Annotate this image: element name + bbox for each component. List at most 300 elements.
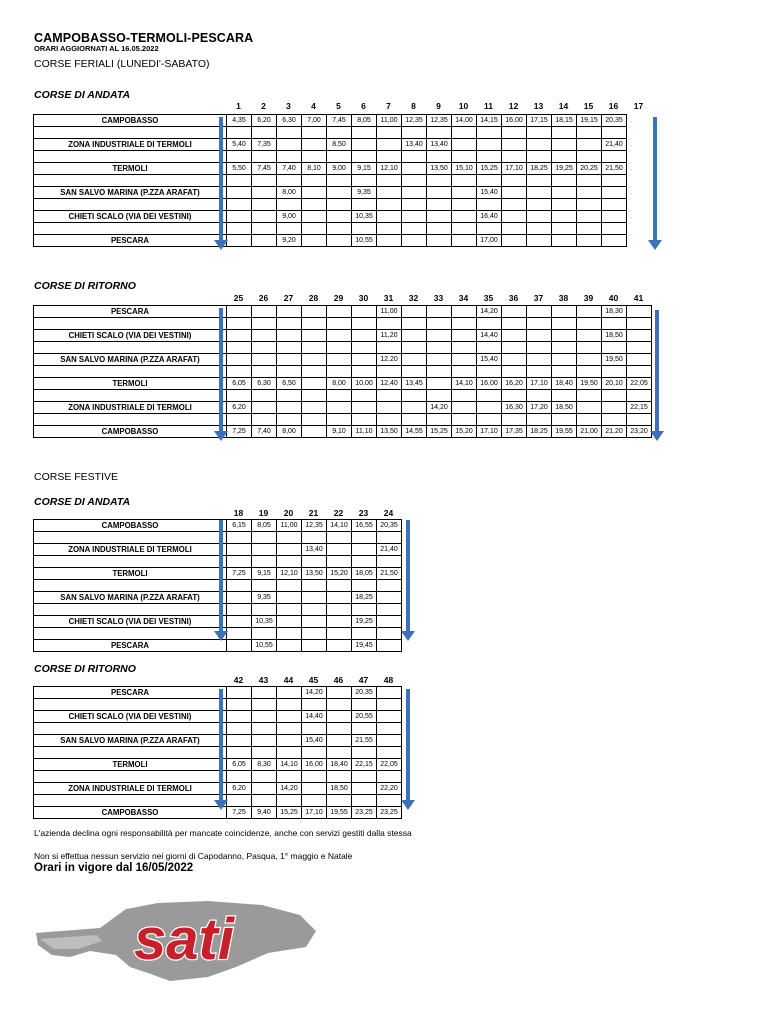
empty-cell	[402, 390, 427, 402]
empty-cell	[34, 414, 227, 426]
empty-cell	[252, 223, 277, 235]
empty-cell	[302, 556, 327, 568]
column-number: 4	[311, 101, 316, 111]
empty-cell	[452, 342, 477, 354]
time-cell	[277, 354, 302, 366]
column-number: 44	[283, 675, 294, 685]
empty-cell	[377, 723, 402, 735]
table-row	[34, 735, 402, 747]
time-cell	[277, 616, 302, 628]
time-cell	[252, 544, 277, 556]
time-cell: 18,50	[327, 783, 352, 795]
column-number: 20	[283, 508, 294, 518]
empty-cell	[252, 390, 277, 402]
empty-cell	[277, 366, 302, 378]
empty-cell	[502, 342, 527, 354]
spacer-row	[34, 747, 402, 759]
time-cell: 8,00	[277, 187, 302, 199]
empty-cell	[302, 771, 327, 783]
empty-cell	[34, 747, 227, 759]
arrow-down-icon	[219, 117, 223, 241]
empty-cell	[477, 151, 502, 163]
column-number: 12	[508, 101, 519, 111]
time-cell	[452, 402, 477, 414]
table-row	[34, 568, 402, 580]
column-number: 8	[411, 101, 416, 111]
time-cell: 16,00	[477, 378, 502, 390]
stop-name: CAMPOBASSO	[34, 115, 227, 127]
empty-cell	[352, 556, 377, 568]
empty-cell	[377, 795, 402, 807]
table-row	[34, 616, 402, 628]
empty-cell	[577, 151, 602, 163]
empty-cell	[34, 699, 227, 711]
column-number: 28	[308, 293, 319, 303]
time-cell	[227, 592, 252, 604]
empty-cell	[377, 366, 402, 378]
empty-cell	[477, 223, 502, 235]
empty-cell	[327, 318, 352, 330]
time-cell	[427, 354, 452, 366]
time-cell	[552, 306, 577, 318]
empty-cell	[552, 175, 577, 187]
time-cell: 15,25	[277, 807, 302, 819]
time-cell	[577, 354, 602, 366]
empty-cell	[477, 366, 502, 378]
time-cell: 13,40	[302, 544, 327, 556]
empty-cell	[302, 628, 327, 640]
time-cell	[252, 687, 277, 699]
time-cell: 6,05	[227, 759, 252, 771]
empty-cell	[227, 342, 252, 354]
stop-name: ZONA INDUSTRIALE DI TERMOLI	[34, 783, 227, 795]
feriali-ritorno-table	[33, 305, 652, 438]
time-cell: 7,00	[302, 115, 327, 127]
spacer-row	[34, 366, 652, 378]
time-cell	[527, 187, 552, 199]
time-cell	[402, 306, 427, 318]
column-number: 6	[361, 101, 366, 111]
time-cell: 7,45	[327, 115, 352, 127]
empty-cell	[427, 199, 452, 211]
time-cell: 11,00	[377, 115, 402, 127]
time-cell	[427, 330, 452, 342]
time-cell	[377, 687, 402, 699]
time-cell: 23,25	[352, 807, 377, 819]
time-cell	[402, 354, 427, 366]
empty-cell	[427, 175, 452, 187]
empty-cell	[377, 771, 402, 783]
time-cell: 10,00	[352, 378, 377, 390]
empty-cell	[377, 556, 402, 568]
spacer-row	[34, 127, 627, 139]
empty-cell	[352, 580, 377, 592]
empty-cell	[427, 127, 452, 139]
time-cell	[602, 211, 627, 223]
time-cell: 22,15	[627, 402, 652, 414]
empty-cell	[302, 223, 327, 235]
time-cell: 14,00	[452, 115, 477, 127]
empty-cell	[252, 771, 277, 783]
time-cell	[402, 211, 427, 223]
stop-name: TERMOLI	[34, 568, 227, 580]
time-cell	[327, 330, 352, 342]
spacer-row	[34, 318, 652, 330]
time-cell	[577, 306, 602, 318]
time-cell	[427, 306, 452, 318]
table-row	[34, 115, 627, 127]
empty-cell	[252, 628, 277, 640]
spacer-row	[34, 723, 402, 735]
time-cell	[352, 139, 377, 151]
empty-cell	[227, 414, 252, 426]
empty-cell	[352, 199, 377, 211]
time-cell: 9,15	[352, 163, 377, 175]
time-cell	[227, 544, 252, 556]
time-cell	[502, 139, 527, 151]
empty-cell	[302, 175, 327, 187]
time-cell	[302, 402, 327, 414]
time-cell: 21,40	[602, 139, 627, 151]
empty-cell	[552, 223, 577, 235]
empty-cell	[252, 366, 277, 378]
time-cell	[427, 211, 452, 223]
table-row	[34, 235, 627, 247]
stop-name: ZONA INDUSTRIALE DI TERMOLI	[34, 544, 227, 556]
column-number: 35	[483, 293, 494, 303]
empty-cell	[527, 223, 552, 235]
table-row	[34, 211, 627, 223]
stop-name: PESCARA	[34, 306, 227, 318]
empty-cell	[377, 628, 402, 640]
time-cell	[502, 354, 527, 366]
arrow-down-icon	[219, 520, 223, 632]
empty-cell	[352, 127, 377, 139]
time-cell: 17,10	[502, 163, 527, 175]
time-cell	[577, 139, 602, 151]
empty-cell	[577, 342, 602, 354]
empty-cell	[502, 390, 527, 402]
time-cell	[552, 235, 577, 247]
festive-andata-heading: CORSE DI ANDATA	[34, 496, 131, 508]
table-row	[34, 426, 652, 438]
empty-cell	[34, 127, 227, 139]
empty-cell	[352, 151, 377, 163]
time-cell: 8,10	[302, 163, 327, 175]
time-cell: 6,20	[227, 402, 252, 414]
empty-cell	[302, 199, 327, 211]
empty-cell	[252, 151, 277, 163]
column-number: 47	[358, 675, 369, 685]
empty-cell	[452, 127, 477, 139]
time-cell: 14,15	[477, 115, 502, 127]
empty-cell	[377, 747, 402, 759]
time-cell: 11,00	[377, 306, 402, 318]
empty-cell	[452, 151, 477, 163]
empty-cell	[34, 532, 227, 544]
time-cell: 10,35	[252, 616, 277, 628]
empty-cell	[402, 151, 427, 163]
time-cell: 11,00	[277, 520, 302, 532]
stop-name: ZONA INDUSTRIALE DI TERMOLI	[34, 402, 227, 414]
empty-cell	[277, 580, 302, 592]
time-cell	[302, 211, 327, 223]
stop-name: PESCARA	[34, 640, 227, 652]
empty-cell	[527, 390, 552, 402]
time-cell: 20,55	[352, 711, 377, 723]
column-number: 16	[608, 101, 619, 111]
table-row	[34, 759, 402, 771]
time-cell: 20,35	[602, 115, 627, 127]
empty-cell	[34, 199, 227, 211]
spacer-row	[34, 771, 402, 783]
column-number: 5	[336, 101, 341, 111]
empty-cell	[352, 771, 377, 783]
time-cell	[327, 735, 352, 747]
empty-cell	[277, 699, 302, 711]
column-number: 46	[333, 675, 344, 685]
stop-name: PESCARA	[34, 235, 227, 247]
time-cell: 10,55	[352, 235, 377, 247]
time-cell: 18,30	[602, 306, 627, 318]
empty-cell	[302, 795, 327, 807]
time-cell: 13,45	[402, 378, 427, 390]
empty-cell	[277, 318, 302, 330]
empty-cell	[552, 366, 577, 378]
empty-cell	[252, 747, 277, 759]
time-cell: 17,15	[527, 115, 552, 127]
empty-cell	[34, 723, 227, 735]
spacer-row	[34, 604, 402, 616]
empty-cell	[577, 390, 602, 402]
time-cell	[227, 711, 252, 723]
time-cell	[277, 139, 302, 151]
empty-cell	[34, 771, 227, 783]
empty-cell	[327, 199, 352, 211]
empty-cell	[252, 414, 277, 426]
empty-cell	[252, 175, 277, 187]
time-cell: 16,30	[502, 402, 527, 414]
column-number: 45	[308, 675, 319, 685]
column-number: 43	[258, 675, 269, 685]
empty-cell	[577, 223, 602, 235]
empty-cell	[477, 318, 502, 330]
empty-cell	[377, 342, 402, 354]
time-cell	[352, 544, 377, 556]
time-cell: 8,00	[277, 426, 302, 438]
empty-cell	[327, 175, 352, 187]
time-cell: 17,10	[527, 378, 552, 390]
time-cell: 19,25	[352, 616, 377, 628]
empty-cell	[377, 604, 402, 616]
column-number: 29	[333, 293, 344, 303]
empty-cell	[352, 532, 377, 544]
time-cell	[402, 235, 427, 247]
time-cell	[627, 354, 652, 366]
empty-cell	[552, 342, 577, 354]
time-cell	[452, 235, 477, 247]
empty-cell	[477, 342, 502, 354]
empty-cell	[527, 342, 552, 354]
column-number: 25	[233, 293, 244, 303]
time-cell: 16,40	[477, 211, 502, 223]
table-row	[34, 306, 652, 318]
time-cell: 14,55	[402, 426, 427, 438]
arrow-down-icon	[655, 310, 659, 432]
empty-cell	[352, 604, 377, 616]
time-cell: 14,10	[327, 520, 352, 532]
time-cell: 19,50	[602, 354, 627, 366]
time-cell	[252, 402, 277, 414]
stop-name: CHIETI SCALO (VIA DEI VESTINI)	[34, 711, 227, 723]
empty-cell	[252, 127, 277, 139]
empty-cell	[452, 366, 477, 378]
empty-cell	[302, 699, 327, 711]
column-number: 40	[608, 293, 619, 303]
column-number: 24	[383, 508, 394, 518]
time-cell: 13,40	[402, 139, 427, 151]
empty-cell	[352, 175, 377, 187]
time-cell: 20,25	[577, 163, 602, 175]
empty-cell	[252, 723, 277, 735]
time-cell	[427, 187, 452, 199]
empty-cell	[352, 366, 377, 378]
time-cell	[552, 354, 577, 366]
empty-cell	[427, 366, 452, 378]
stop-name: SAN SALVO MARINA (P.ZZA ARAFAT)	[34, 735, 227, 747]
empty-cell	[34, 151, 227, 163]
time-cell	[552, 187, 577, 199]
time-cell	[552, 211, 577, 223]
time-cell	[277, 735, 302, 747]
time-cell: 9,00	[327, 163, 352, 175]
festive-ritorno-heading: CORSE DI RITORNO	[34, 663, 136, 675]
empty-cell	[352, 747, 377, 759]
empty-cell	[302, 580, 327, 592]
time-cell	[302, 592, 327, 604]
time-cell	[352, 783, 377, 795]
empty-cell	[327, 127, 352, 139]
time-cell: 5,40	[227, 139, 252, 151]
empty-cell	[277, 175, 302, 187]
column-number: 26	[258, 293, 269, 303]
time-cell: 8,05	[352, 115, 377, 127]
empty-cell	[377, 318, 402, 330]
time-cell	[327, 616, 352, 628]
time-cell	[277, 544, 302, 556]
time-cell: 17,35	[502, 426, 527, 438]
time-cell: 14,10	[277, 759, 302, 771]
time-cell: 19,45	[352, 640, 377, 652]
time-cell: 8,00	[327, 378, 352, 390]
empty-cell	[34, 223, 227, 235]
time-cell	[527, 354, 552, 366]
empty-cell	[327, 628, 352, 640]
time-cell: 8,05	[252, 520, 277, 532]
stop-name: CAMPOBASSO	[34, 807, 227, 819]
time-cell	[277, 330, 302, 342]
time-cell	[527, 306, 552, 318]
column-number: 27	[283, 293, 294, 303]
empty-cell	[327, 747, 352, 759]
empty-cell	[352, 223, 377, 235]
time-cell	[527, 211, 552, 223]
empty-cell	[277, 795, 302, 807]
time-cell: 17,10	[477, 426, 502, 438]
time-cell	[452, 139, 477, 151]
time-cell: 15,20	[452, 426, 477, 438]
empty-cell	[602, 175, 627, 187]
time-cell: 16,00	[502, 115, 527, 127]
stop-name: SAN SALVO MARINA (P.ZZA ARAFAT)	[34, 187, 227, 199]
empty-cell	[302, 414, 327, 426]
empty-cell	[377, 199, 402, 211]
table-row	[34, 330, 652, 342]
empty-cell	[352, 723, 377, 735]
time-cell	[252, 235, 277, 247]
empty-cell	[402, 366, 427, 378]
empty-cell	[402, 127, 427, 139]
empty-cell	[527, 151, 552, 163]
empty-cell	[34, 556, 227, 568]
time-cell: 12,20	[377, 354, 402, 366]
time-cell	[452, 187, 477, 199]
empty-cell	[402, 342, 427, 354]
column-number: 39	[583, 293, 594, 303]
empty-cell	[327, 795, 352, 807]
time-cell: 6,20	[252, 115, 277, 127]
time-cell	[252, 187, 277, 199]
time-cell: 15,10	[452, 163, 477, 175]
empty-cell	[577, 175, 602, 187]
time-cell	[302, 378, 327, 390]
empty-cell	[277, 771, 302, 783]
empty-cell	[227, 556, 252, 568]
empty-cell	[227, 318, 252, 330]
time-cell: 7,35	[252, 139, 277, 151]
table-row	[34, 640, 402, 652]
table-row	[34, 520, 402, 532]
time-cell: 10,35	[352, 211, 377, 223]
time-cell: 5,50	[227, 163, 252, 175]
time-cell: 14,20	[277, 783, 302, 795]
time-cell: 21,50	[377, 568, 402, 580]
empty-cell	[277, 223, 302, 235]
column-number: 18	[233, 508, 244, 518]
empty-cell	[502, 414, 527, 426]
empty-cell	[227, 699, 252, 711]
time-cell	[227, 687, 252, 699]
time-cell	[552, 330, 577, 342]
empty-cell	[427, 342, 452, 354]
feriali-andata-heading: CORSE DI ANDATA	[34, 89, 131, 101]
empty-cell	[252, 556, 277, 568]
time-cell: 7,40	[277, 163, 302, 175]
column-number: 21	[308, 508, 319, 518]
empty-cell	[452, 390, 477, 402]
empty-cell	[377, 151, 402, 163]
time-cell	[627, 306, 652, 318]
empty-cell	[327, 414, 352, 426]
time-cell: 21,20	[602, 426, 627, 438]
festive-label: CORSE FESTIVE	[34, 471, 119, 483]
stop-name: SAN SALVO MARINA (P.ZZA ARAFAT)	[34, 354, 227, 366]
time-cell	[302, 139, 327, 151]
empty-cell	[527, 175, 552, 187]
spacer-row	[34, 199, 627, 211]
arrow-down-icon	[219, 308, 223, 432]
time-cell: 12,10	[377, 163, 402, 175]
